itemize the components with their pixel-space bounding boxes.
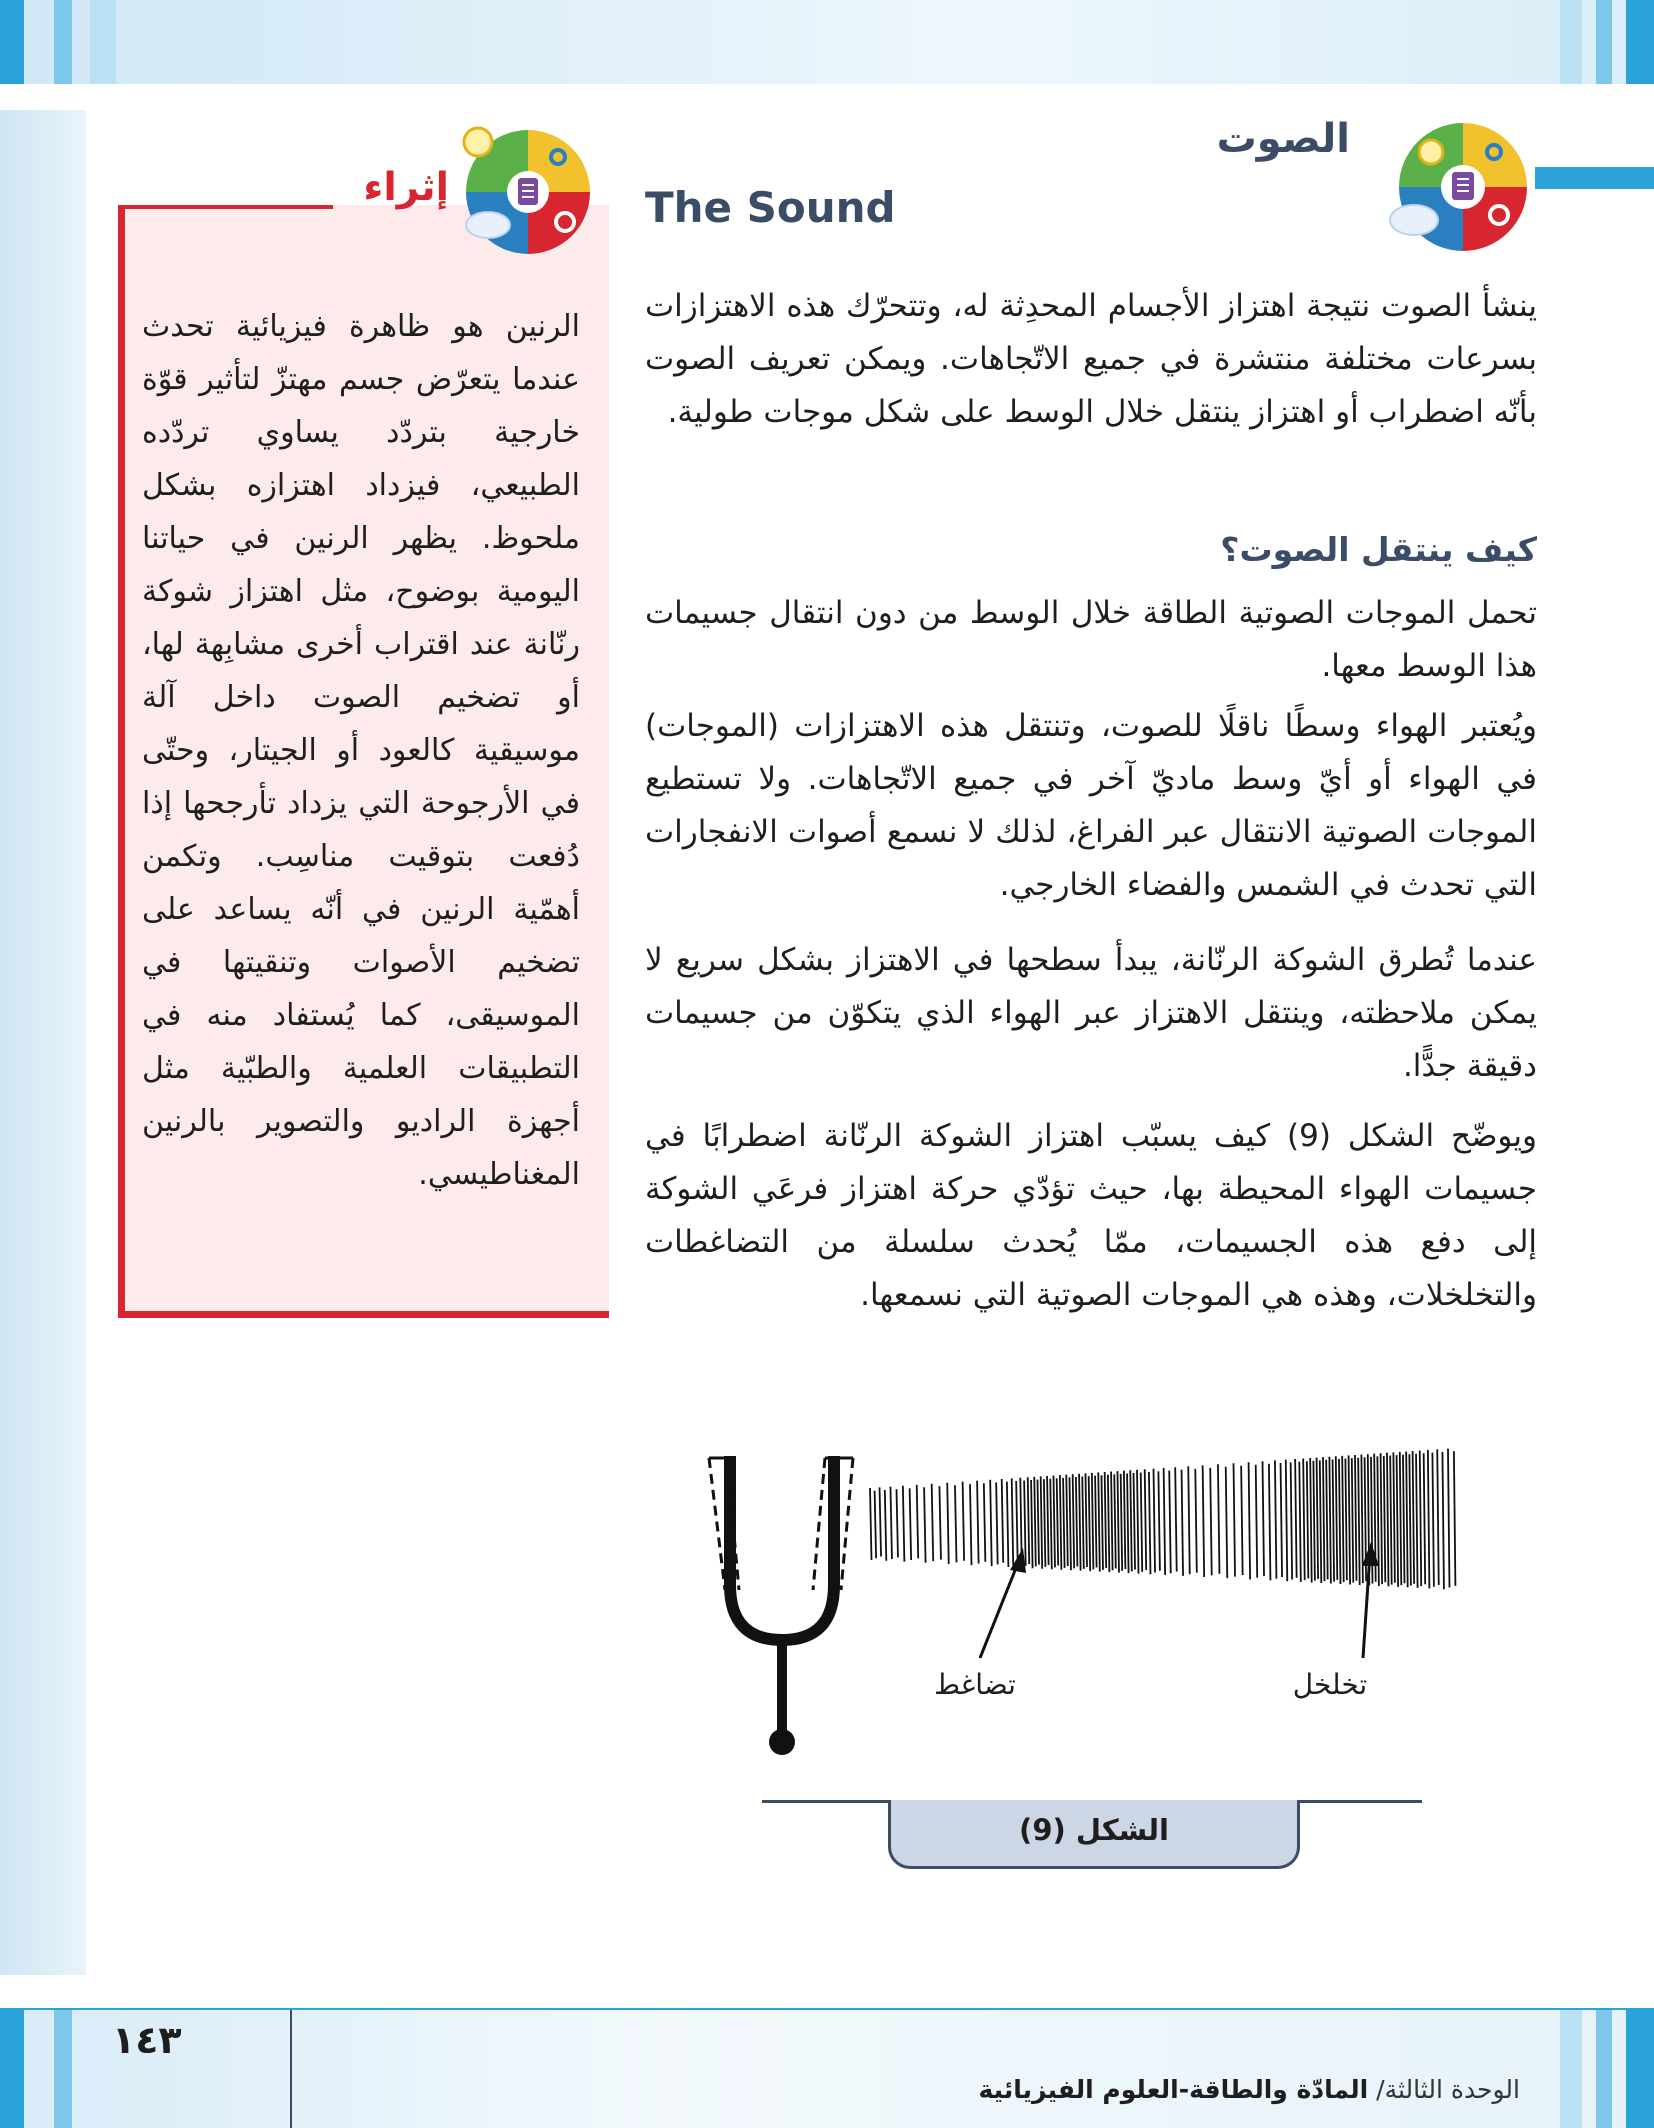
wave-line [1124,1471,1126,1569]
wave-line [1016,1481,1018,1563]
figure-caption-box [888,1800,1300,1869]
wave-line [1108,1475,1110,1572]
wave-line [1256,1465,1258,1578]
section-tab-marker [1535,167,1654,189]
wave-line [963,1482,965,1561]
wave-line [1137,1470,1139,1574]
wave-line [1210,1468,1212,1576]
wave-line [1034,1477,1036,1567]
wave-line [1326,1460,1328,1579]
wave-line [1345,1459,1347,1581]
enrichment-wheel-icon [448,112,598,262]
wave-line [1400,1452,1402,1585]
wave-line [1336,1456,1338,1580]
wave-line [1076,1477,1078,1567]
wave-line [1454,1451,1456,1586]
wave-line [1307,1461,1309,1578]
wave-line [1188,1466,1190,1574]
wave-line [1031,1480,1033,1568]
wave-line [1195,1469,1197,1573]
wave-line [1134,1473,1136,1569]
wave-line [1169,1471,1171,1574]
wave-line [1352,1458,1354,1582]
intro-paragraph: ينشأ الصوت نتيجة اهتزاز الأجسام المحدِثة له، وتتحرّك هذه الاهتزازات بسرعات مختلفة منتشرة في جميع الاتّجاهات. ويمكن تعريف الصوت بأنّه اضطراب أو اهتزاز ينتقل خلال الوسط على شكل موجات طولية. [645,288,1537,430]
wave-line [1358,1458,1360,1585]
wave-line [984,1483,986,1562]
wave-line [1329,1457,1331,1584]
wave-line [1012,1478,1014,1565]
wave-line [1111,1472,1113,1571]
wave-line [1226,1467,1228,1578]
wave-line [1007,1482,1009,1567]
wave-line [1409,1454,1411,1585]
wave-line [996,1482,998,1564]
wave-line [1089,1476,1091,1571]
wave-line [1073,1474,1075,1568]
figure-caption: الشكل (9) [1019,1813,1169,1847]
wave-line [1101,1475,1103,1570]
label-rarefaction: تخلخل [1292,1668,1368,1701]
wave-line [1390,1456,1392,1585]
wave-line [896,1489,898,1557]
wave-line [1387,1453,1389,1587]
wave-line [1024,1480,1026,1565]
wave-line [1117,1471,1119,1573]
wave-line [1095,1476,1097,1568]
tuning-fork [709,1458,853,1755]
wave-line [1437,1449,1439,1585]
page-title-arabic: الصوت [1216,116,1350,162]
wave-line [1057,1478,1059,1565]
wave-line [1175,1467,1177,1571]
enrichment-title: إثراء [363,165,449,210]
wave-line [932,1484,934,1561]
wave-line [1342,1456,1344,1582]
wave-line [903,1486,905,1562]
wave-line [1339,1459,1341,1584]
footer-unit-prefix: الوحدة الثالثة/ [1368,2075,1520,2104]
wave-line [947,1483,949,1564]
wave-line [1158,1471,1160,1570]
wave-line [1098,1472,1100,1571]
wave-line [1105,1472,1107,1568]
wave-line [1281,1463,1283,1577]
wave-line [1442,1452,1444,1589]
wave-line [1164,1468,1166,1575]
wave-line [1361,1455,1363,1584]
compression-arrow [980,1548,1026,1658]
wave-line [1060,1475,1062,1570]
wave-line [1263,1461,1265,1576]
wave-line [1066,1475,1068,1566]
wave-line [955,1485,957,1562]
wave-line [1349,1455,1351,1584]
wave-line [1114,1474,1116,1568]
wave-line [1037,1480,1039,1565]
wave-line [1218,1464,1220,1573]
wave-line [885,1490,887,1561]
wave-line [1428,1450,1430,1589]
enrichment-text: الرنين هو ظاهرة فيزيائية تحدث عندما يتعرّض جسم مهتزّ لتأثير قوّة خارجية بتردّد يساوي تردّده الطبيعي، فيزداد اهتزازه بشكل ملحوظ. يظهر الرنين في حياتنا اليومية بوضوح، مثل اهتزاز شوكة رنّانة عند اقتراب أخرى مشابِهة لها، أو تضخيم الصوت داخل آلة موسيقية كالعود أو الجيتار، وحتّى في الأرجوحة التي يزداد تأرجحها إذا دُفعت بتوقيت مناسِب. وتكمن أهمّية الرنين في أنّه يساعد على تضخيم الأصوات وتنقيتها في الموسيقى، كما يُستفاد منه في التطبيقات العلمية والطبّية مثل أجهزة الراديو والتصوير بالرنين المغناطيسي. [142,309,580,1192]
wave-line [1041,1476,1043,1568]
wave-line [1130,1470,1132,1571]
top-banner [0,0,1654,84]
wave-line [1384,1456,1386,1582]
wave-line [1432,1453,1434,1587]
wave-line [1028,1477,1030,1564]
wave-line [1002,1479,1004,1563]
footer-unit-name: المادّة والطاقة-العلوم الفيزيائية [978,2075,1369,2104]
wave-line [1275,1460,1277,1578]
wave-line [1313,1461,1315,1581]
wave-line [890,1487,892,1559]
wave-line [1121,1474,1123,1571]
wave-line [970,1484,972,1565]
wave-line [1295,1459,1297,1578]
section-heading: كيف ينتقل الصوت؟ [1220,530,1537,569]
wave-line [1050,1479,1052,1569]
wave-line [977,1481,979,1564]
wave-line [1403,1455,1405,1584]
wave-line [1303,1458,1305,1580]
paragraph-4: ويوضّح الشكل (9) كيف يسبّب اهتزاز الشوكة الرنّانة اضطرابًا في جسيمات الهواء المحيطة بها، حيث تؤدّي حركة اهتزاز فرعَي الشوكة إلى دفع هذه الجسيمات، ممّا يُحدث سلسلة من التضاغطات والتخلخلات، وهذه هي الموجات الصوتية التي نسمعها. [645,1118,1537,1313]
wave-line [939,1486,941,1559]
wave-line [1241,1466,1243,1575]
wave-line [1149,1472,1151,1574]
wave-line [880,1487,882,1556]
wave-line [1416,1454,1418,1588]
wave-line [1044,1479,1046,1567]
label-compression: تضاغط [934,1668,1016,1701]
wave-line [1249,1462,1251,1579]
wave-line [1182,1470,1184,1576]
page-number: ١٤٣ [112,2018,182,2062]
wave-line [1141,1473,1143,1572]
paragraph-2: ويُعتبر الهواء وسطًا ناقلًا للصوت، وتنتقل هذه الاهتزازات (الموجات) في الهواء أو أيّ وسط ماديّ آخر في جميع الاتّجاهات. ولا تستطيع الموجات الصوتية الانتقال عبر الفراغ، لذلك لا نسمع أصوات الانفجارات التي تحدث في الشمس والفضاء الخارجي. [645,708,1537,903]
figure-tuning-fork-waves [695,1420,1495,1770]
wave-line [1234,1463,1236,1576]
wave-line [1269,1464,1271,1581]
wave-line [1424,1453,1426,1584]
rarefaction-arrow [1362,1542,1379,1658]
paragraph-3: عندما تُطرق الشوكة الرنّانة، يبدأ سطحها في الاهتزاز بشكل سريع لا يمكن ملاحظته، وينتقل الاهتزاز عبر الهواء الذي يتكوّن من جسيمات دقيقة جدًّا. [645,942,1537,1084]
wave-line [1092,1473,1094,1569]
paragraph-1: تحمل الموجات الصوتية الطاقة خلال الوسط من دون انتقال جسيمات هذا الوسط معها. [645,595,1537,684]
wave-line [1299,1462,1301,1582]
wave-line [1413,1451,1415,1584]
left-margin-band [0,110,86,1975]
wave-line [1420,1451,1422,1587]
wave-line [1333,1459,1335,1581]
wave-line [1145,1469,1147,1570]
wave-line [1085,1473,1087,1567]
page-title-english: The Sound [645,183,896,232]
footer-bar [0,2008,1654,2128]
wave-line [1053,1475,1055,1567]
wave-line [875,1491,877,1559]
wave-line [1310,1458,1312,1582]
wave-line [1393,1452,1395,1582]
enrichment-top-rule [118,205,333,209]
wave-line [1317,1458,1319,1579]
wave-line [1377,1456,1379,1586]
wave-line [1063,1478,1065,1568]
wave-line [1397,1455,1399,1587]
wave-line [1406,1451,1408,1587]
footer-unit-title [760,2075,1520,2104]
wave-line [1082,1477,1084,1569]
wave-line [1448,1449,1450,1588]
wave-line [870,1488,872,1560]
wave-line [1154,1469,1156,1573]
wave-line [1355,1455,1357,1581]
wave-line [990,1480,992,1566]
wave-line [1069,1477,1071,1570]
wave-line [1320,1460,1322,1583]
section-wheel-icon [1368,112,1538,262]
wave-line [910,1488,912,1560]
wave-line [917,1485,919,1559]
wave-line [1079,1474,1081,1571]
wave-line [924,1487,926,1562]
wave-line [1286,1460,1288,1582]
wave-line [1047,1476,1049,1565]
wave-line [1291,1462,1293,1579]
wave-line [1203,1465,1205,1577]
wave-line [1323,1457,1325,1581]
wave-line [1127,1473,1129,1573]
wave-line [1381,1453,1383,1584]
